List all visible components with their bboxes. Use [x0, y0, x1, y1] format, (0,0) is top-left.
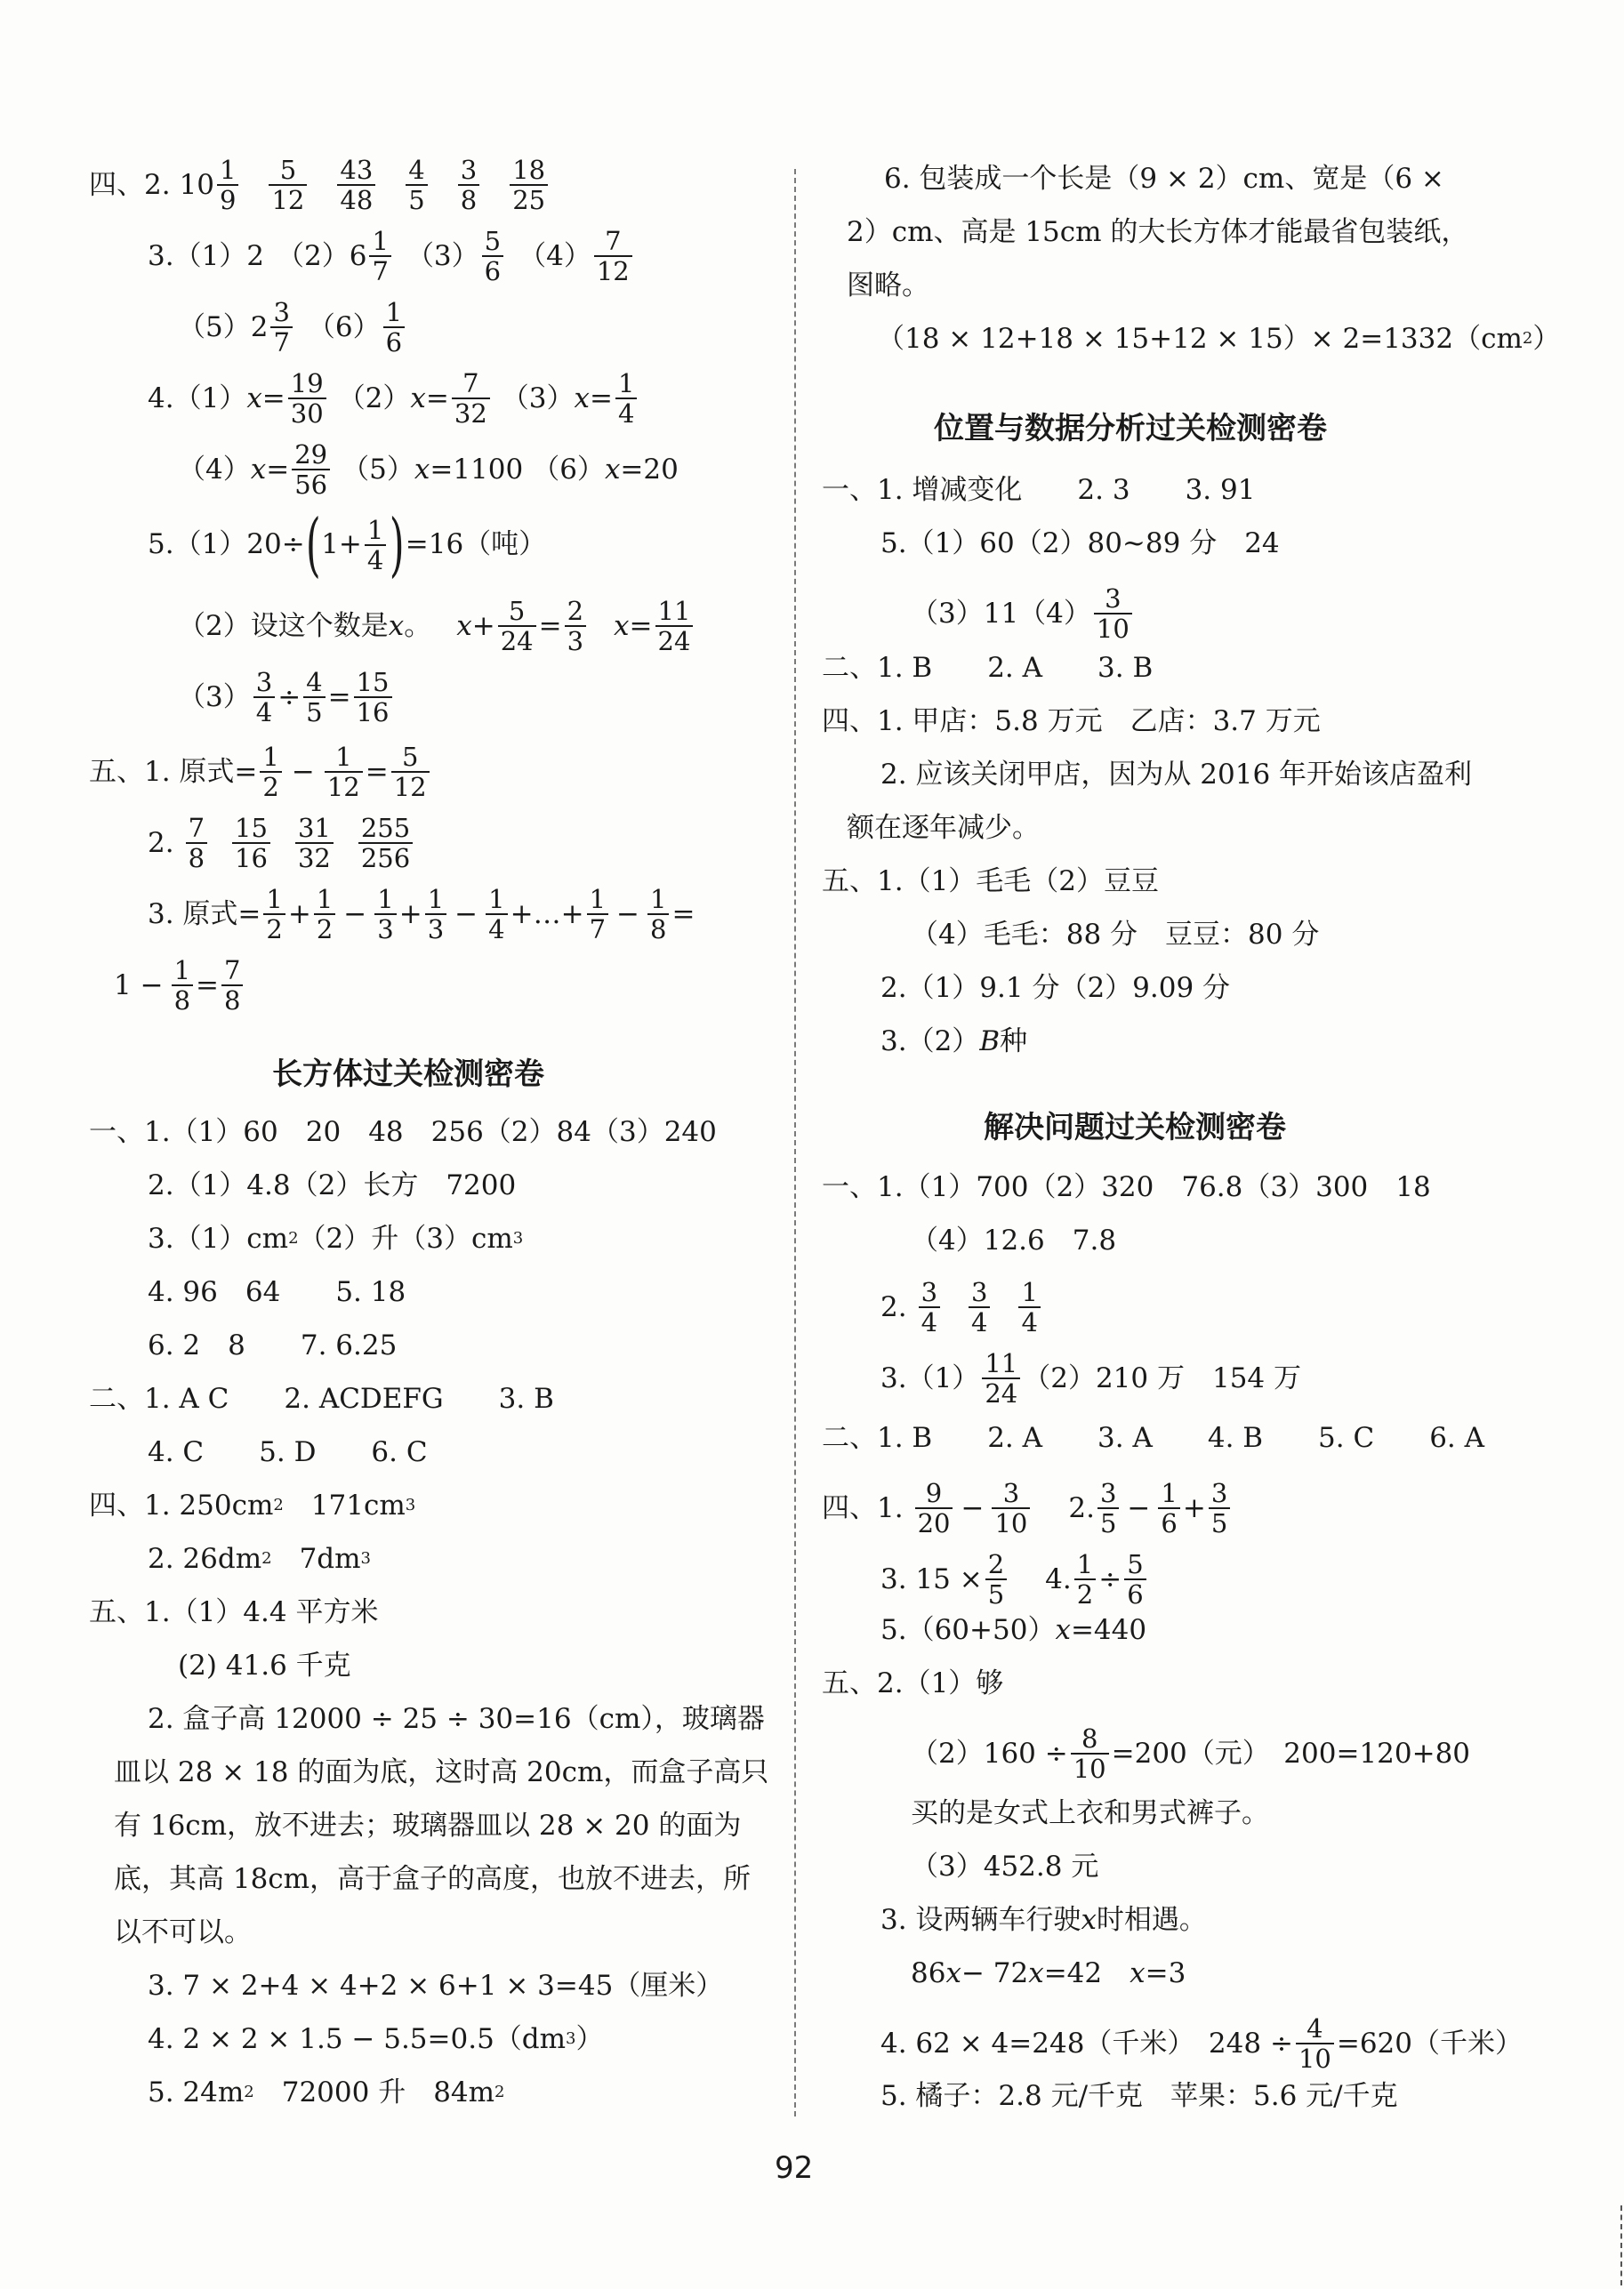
- part: （3）: [406, 239, 479, 272]
- answer-4-4-row1: [148, 370, 639, 428]
- part: 5.（60+50）: [880, 1614, 1056, 1646]
- section-heading: 位置与数据分析过关检测密卷: [934, 411, 1327, 446]
- answer-4-3-row1: [148, 228, 635, 285]
- part: （2）升（3）cm: [298, 1223, 513, 1255]
- superscript: 2: [244, 2083, 254, 2102]
- fraction: $\frac{3}{4}$: [253, 669, 275, 727]
- part: =42: [1043, 1957, 1130, 1989]
- variable: B: [979, 1025, 1001, 1057]
- part: 72000 升 84m: [253, 2076, 495, 2108]
- label: 2.: [880, 1290, 907, 1323]
- op: +: [287, 897, 311, 930]
- variable: x: [1028, 1957, 1044, 1989]
- right-paren: ): [390, 505, 405, 585]
- fraction: $\frac{11}{24}$: [655, 598, 694, 655]
- section-heading: 解决问题过关检测密卷: [984, 1110, 1286, 1145]
- op: +…+: [510, 897, 584, 930]
- eq: =: [629, 609, 653, 642]
- fraction: $\frac{3}{5}$: [1097, 1480, 1119, 1538]
- label: 五、1. 原式=: [89, 755, 258, 788]
- text-line: [880, 1026, 1027, 1058]
- superscript: 2: [1522, 329, 1533, 349]
- text-line: 五、1.（1）毛毛（2）豆豆: [822, 865, 1160, 897]
- mixed-whole: 10: [179, 168, 215, 201]
- text-line: [880, 1551, 1149, 1609]
- column-divider: [794, 169, 796, 2116]
- fraction: $\frac{1}{2}$: [260, 743, 281, 801]
- fraction: $\frac{43}{48}$: [337, 157, 375, 214]
- eq: =: [671, 897, 695, 930]
- fraction: $\frac{15}{16}$: [232, 815, 270, 872]
- variable: x: [1081, 1904, 1097, 1936]
- text-line: 一、1.（1）60 20 48 256（2）84（3）240: [89, 1116, 717, 1148]
- fraction: $\frac{7}{8}$: [221, 957, 243, 1015]
- fraction: $\frac{5}{12}$: [391, 743, 430, 801]
- superscript: 2: [261, 1549, 272, 1569]
- part: 5. 24m: [148, 2076, 245, 2108]
- text-line: 一、1. 增减变化 2. 3 3. 91: [822, 474, 1256, 506]
- op: −: [616, 897, 639, 930]
- label: 3. 原式=: [148, 897, 261, 930]
- fraction: $\frac{255}{256}$: [358, 815, 413, 872]
- superscript: 2: [288, 1229, 299, 1249]
- part: 2.: [1068, 1491, 1095, 1524]
- variable: x: [614, 609, 630, 642]
- text-line: 2. 应该关闭甲店，因为从 2016 年开始该店盈利: [880, 759, 1473, 791]
- eq: =: [266, 453, 290, 486]
- fraction: $\frac{2}{3}$: [565, 598, 586, 655]
- text-line: 2.（1）4.8（2）长方 7200: [148, 1169, 517, 1201]
- part: （2）设这个数是: [178, 609, 389, 642]
- text-line: [911, 1958, 1186, 1990]
- text-line: [877, 324, 1560, 356]
- text-line: 二、1. B 2. A 3. B: [822, 652, 1154, 684]
- part: =16（吨）: [405, 528, 547, 561]
- text-line: 四、1. 甲店：5.8 万元 乙店：3.7 万元: [822, 705, 1321, 737]
- part: 86: [911, 1957, 946, 1989]
- text-line: [911, 1725, 1470, 1783]
- part: 2. 26dm: [148, 1543, 262, 1575]
- variable: x: [456, 609, 472, 642]
- part: （5）2: [178, 310, 269, 343]
- part: （2）: [337, 382, 411, 414]
- fraction: $\frac{3}{4}$: [919, 1279, 940, 1337]
- fraction: $\frac{4}{5}$: [303, 669, 325, 727]
- part: （2）6: [277, 239, 367, 272]
- part: （1）2: [173, 239, 265, 272]
- label: 3.: [148, 239, 174, 272]
- fraction: $\frac{1}{6}$: [383, 299, 405, 357]
- superscript: 2: [273, 1496, 284, 1515]
- variable: x: [246, 382, 262, 414]
- fraction: $\frac{1}{2}$: [1074, 1551, 1096, 1609]
- variable: x: [410, 382, 426, 414]
- fraction: $\frac{5}{12}$: [269, 157, 307, 214]
- text-line: 5.（1）60（2）80~89 分 24: [880, 527, 1280, 559]
- part: 时相遇。: [1096, 1904, 1207, 1936]
- answer-5-3: [148, 886, 695, 944]
- part: 3. 15 ×: [880, 1562, 983, 1595]
- variable: x: [1130, 1957, 1146, 1989]
- part: （1）: [173, 382, 247, 414]
- answer-5-3-cont: [114, 957, 245, 1015]
- text-line: 4. 96 64 5. 18: [148, 1276, 406, 1308]
- text-line: 五、2.（1）够: [822, 1667, 1004, 1699]
- variable: x: [414, 453, 430, 486]
- fraction: $\frac{9}{20}$: [915, 1480, 953, 1538]
- label: 5.: [148, 528, 174, 561]
- eq: =: [538, 609, 562, 642]
- op: −: [343, 897, 367, 930]
- text-line: 以不可以。: [114, 1916, 252, 1948]
- part: 4. 62 × 4=248（千米） 248 ÷: [880, 2027, 1293, 2060]
- fraction: $\frac{1}{2}$: [314, 886, 335, 944]
- op: −: [1127, 1491, 1151, 1524]
- part: （1）20÷: [173, 528, 305, 561]
- fraction: $\frac{29}{56}$: [292, 441, 330, 499]
- fraction: $\frac{3}{10}$: [1094, 585, 1132, 643]
- fraction: $\frac{3}{8}$: [458, 157, 479, 214]
- fraction: $\frac{1}{7}$: [587, 886, 608, 944]
- fraction: $\frac{5}{6}$: [1124, 1551, 1146, 1609]
- part: （6）: [532, 453, 605, 486]
- part: 1+: [321, 528, 362, 561]
- part: 四、1.: [822, 1491, 904, 1524]
- op: +: [398, 897, 422, 930]
- part: 7dm: [271, 1543, 361, 1575]
- fraction: $\frac{5}{24}$: [498, 598, 536, 655]
- text-line: （4）12.6 7.8: [911, 1225, 1117, 1257]
- part: 3. 设两辆车行驶: [880, 1904, 1081, 1936]
- superscript: 3: [512, 1229, 524, 1249]
- part: =440: [1070, 1614, 1147, 1646]
- text-line: 买的是女式上衣和男式裤子。: [911, 1797, 1269, 1829]
- superscript: 3: [566, 2029, 576, 2049]
- text-line: （4）毛毛：88 分 豆豆：80 分: [911, 919, 1320, 951]
- fraction: $\frac{7}{32}$: [452, 370, 490, 428]
- text-line: 五、1.（1）4.4 平方米: [89, 1596, 379, 1628]
- op: −: [454, 897, 478, 930]
- part: （6）: [307, 310, 381, 343]
- answer-4-3-row2: [178, 299, 407, 357]
- part: 4. 2 × 2 × 1.5 − 5.5=0.5（dm: [148, 2023, 567, 2055]
- fraction: $\frac{1}{6}$: [1158, 1480, 1179, 1538]
- part: （3）: [178, 680, 251, 713]
- part: 3.（1）: [880, 1361, 980, 1394]
- answer-4-4-row2: [178, 441, 679, 499]
- part: 。: [404, 609, 432, 642]
- fraction: $\frac{3}{7}$: [270, 299, 292, 357]
- op: +: [1182, 1491, 1206, 1524]
- page-edge-mark: [1620, 2205, 1622, 2285]
- text-line: [148, 2077, 505, 2109]
- superscript: 3: [360, 1549, 371, 1569]
- label: 四、2.: [89, 168, 171, 201]
- fraction: $\frac{1}{12}$: [325, 743, 363, 801]
- fraction: $\frac{3}{10}$: [992, 1480, 1030, 1538]
- variable: x: [574, 382, 591, 414]
- text-line: 底，其高 18cm，高于盒子的高度，也放不进去，所: [114, 1863, 752, 1895]
- text-line: 4. C 5. D 6. C: [148, 1436, 428, 1468]
- fraction: $\frac{1}{3}$: [374, 886, 396, 944]
- text-line: (2) 41.6 千克: [178, 1650, 351, 1682]
- fraction: $\frac{1}{8}$: [172, 957, 193, 1015]
- fraction: $\frac{5}{6}$: [482, 228, 503, 285]
- part: （3）11（4）: [911, 597, 1091, 630]
- text-line: [880, 1615, 1146, 1647]
- fraction: $\frac{8}{10}$: [1071, 1725, 1109, 1783]
- answer-4-2: [89, 157, 551, 214]
- part: （5）: [342, 453, 414, 486]
- answer-4-5-3: [178, 669, 395, 727]
- text-line: [911, 585, 1135, 643]
- text-line: 图略。: [847, 269, 929, 301]
- text-line: [148, 1544, 371, 1576]
- superscript: 3: [405, 1496, 416, 1515]
- part: 种: [1000, 1025, 1028, 1057]
- op: +: [471, 609, 495, 642]
- op: ÷: [1098, 1562, 1122, 1595]
- eq: =: [425, 382, 449, 414]
- text-line: [880, 2015, 1523, 2073]
- section-heading: 长方体过关检测密卷: [272, 1056, 544, 1092]
- text-line: [880, 1905, 1207, 1937]
- text-line: 二、1. A C 2. ACDEFG 3. B: [89, 1383, 554, 1415]
- label: 2.: [148, 826, 174, 859]
- fraction: $\frac{4}{10}$: [1296, 2015, 1334, 2073]
- fraction: $\frac{4}{5}$: [406, 157, 427, 214]
- part: ）: [575, 2023, 604, 2055]
- eq: =: [196, 968, 219, 1001]
- eq: =: [365, 755, 389, 788]
- fraction: $\frac{18}{25}$: [510, 157, 548, 214]
- op: −: [961, 1491, 985, 1524]
- part: =620（千米）: [1336, 2027, 1523, 2060]
- text-line: 6. 2 8 7. 6.25: [148, 1329, 398, 1361]
- text-line: 3. 7 × 2+4 × 4+2 × 6+1 × 3=45（厘米）: [148, 1970, 724, 2002]
- eq: =: [261, 382, 285, 414]
- part: （4）: [519, 239, 591, 272]
- fraction: $\frac{1}{2}$: [263, 886, 285, 944]
- text-line: 额在逐年减少。: [847, 812, 1040, 844]
- part: （2）210 万 154 万: [1023, 1361, 1301, 1394]
- fraction: $\frac{1}{4}$: [615, 370, 637, 428]
- fraction: $\frac{19}{30}$: [288, 370, 326, 428]
- fraction: $\frac{3}{4}$: [969, 1279, 990, 1337]
- part: 1 −: [114, 968, 164, 1001]
- text-line: [880, 1279, 1043, 1337]
- fraction: $\frac{1}{4}$: [486, 886, 507, 944]
- answer-5-1: [89, 743, 432, 801]
- text-line: [89, 1490, 415, 1522]
- superscript: 2: [494, 2083, 505, 2102]
- text-line: [822, 1480, 1233, 1538]
- fraction: $\frac{1}{8}$: [647, 886, 669, 944]
- fraction: $\frac{1}{3}$: [425, 886, 446, 944]
- text-line: [880, 1350, 1301, 1408]
- variable: x: [250, 453, 267, 486]
- part: =3: [1145, 1957, 1186, 1989]
- part: 171cm: [283, 1490, 406, 1522]
- text-line: 2）cm、高是 15cm 的大长方体才能最省包装纸，: [847, 216, 1469, 248]
- part: 4.: [1045, 1562, 1072, 1595]
- text-line: 一、1.（1）700（2）320 76.8（3）300 18: [822, 1171, 1431, 1203]
- text-line: 有 16cm，放不进去；玻璃器皿以 28 × 20 的面为: [114, 1810, 742, 1842]
- fraction: $\frac{7}{8}$: [186, 815, 207, 872]
- variable: x: [945, 1957, 961, 1989]
- part: （2）160 ÷: [911, 1737, 1068, 1770]
- text-line: 皿以 28 × 18 的面为底，这时高 20cm，而盒子高只: [114, 1756, 769, 1788]
- variable: x: [388, 609, 405, 642]
- value: =1100: [430, 453, 524, 486]
- text-line: 2.（1）9.1 分（2）9.09 分: [880, 972, 1231, 1004]
- label: 4.: [148, 382, 174, 414]
- fraction: $\frac{31}{32}$: [295, 815, 334, 872]
- fraction: $\frac{3}{5}$: [1209, 1480, 1230, 1538]
- op: ÷: [277, 680, 301, 713]
- text-line: [148, 1224, 523, 1256]
- text-line: 6. 包装成一个长是（9 × 2）cm、宽是（6 ×: [884, 163, 1444, 195]
- part: 3.（1）cm: [148, 1223, 289, 1255]
- eq: =: [327, 680, 351, 713]
- text-line: 5. 橘子：2.8 元/千克 苹果：5.6 元/千克: [880, 2080, 1398, 2112]
- part: ）: [1532, 323, 1561, 355]
- fraction: $\frac{1}{4}$: [1018, 1279, 1040, 1337]
- part: （3）: [501, 382, 575, 414]
- fraction: $\frac{7}{12}$: [594, 228, 632, 285]
- text-line: 2. 盒子高 12000 ÷ 25 ÷ 30=16（cm），玻璃器: [148, 1703, 765, 1735]
- variable: x: [1055, 1614, 1071, 1646]
- eq: =: [590, 382, 613, 414]
- part: （18 × 12+18 × 15+12 × 15）× 2=1332（cm: [877, 323, 1523, 355]
- text-line: [148, 2024, 604, 2056]
- part: （4）: [178, 453, 251, 486]
- answer-4-5-1: [148, 505, 547, 585]
- op: −: [291, 755, 315, 788]
- text-line: 二、1. B 2. A 3. A 4. B 5. C 6. A: [822, 1422, 1485, 1454]
- part: − 72: [961, 1957, 1029, 1989]
- fraction: $\frac{11}{24}$: [982, 1350, 1020, 1408]
- fraction: $\frac{1}{4}$: [365, 517, 386, 574]
- part: =200（元） 200=120+80: [1111, 1737, 1471, 1770]
- value: =20: [620, 453, 679, 486]
- part: 四、1. 250cm: [89, 1490, 274, 1522]
- fraction: $\frac{1}{9}$: [217, 157, 238, 214]
- page-number: 92: [775, 2150, 814, 2186]
- left-paren: (: [305, 505, 321, 585]
- text-line: （3）452.8 元: [911, 1851, 1099, 1883]
- fraction: $\frac{2}{5}$: [985, 1551, 1007, 1609]
- fraction: $\frac{1}{7}$: [369, 228, 390, 285]
- variable: x: [604, 453, 621, 486]
- answer-5-2: [148, 815, 415, 872]
- fraction: $\frac{15}{16}$: [354, 669, 392, 727]
- part: 3.（2）: [880, 1025, 980, 1057]
- answer-4-5-2: [178, 598, 695, 655]
